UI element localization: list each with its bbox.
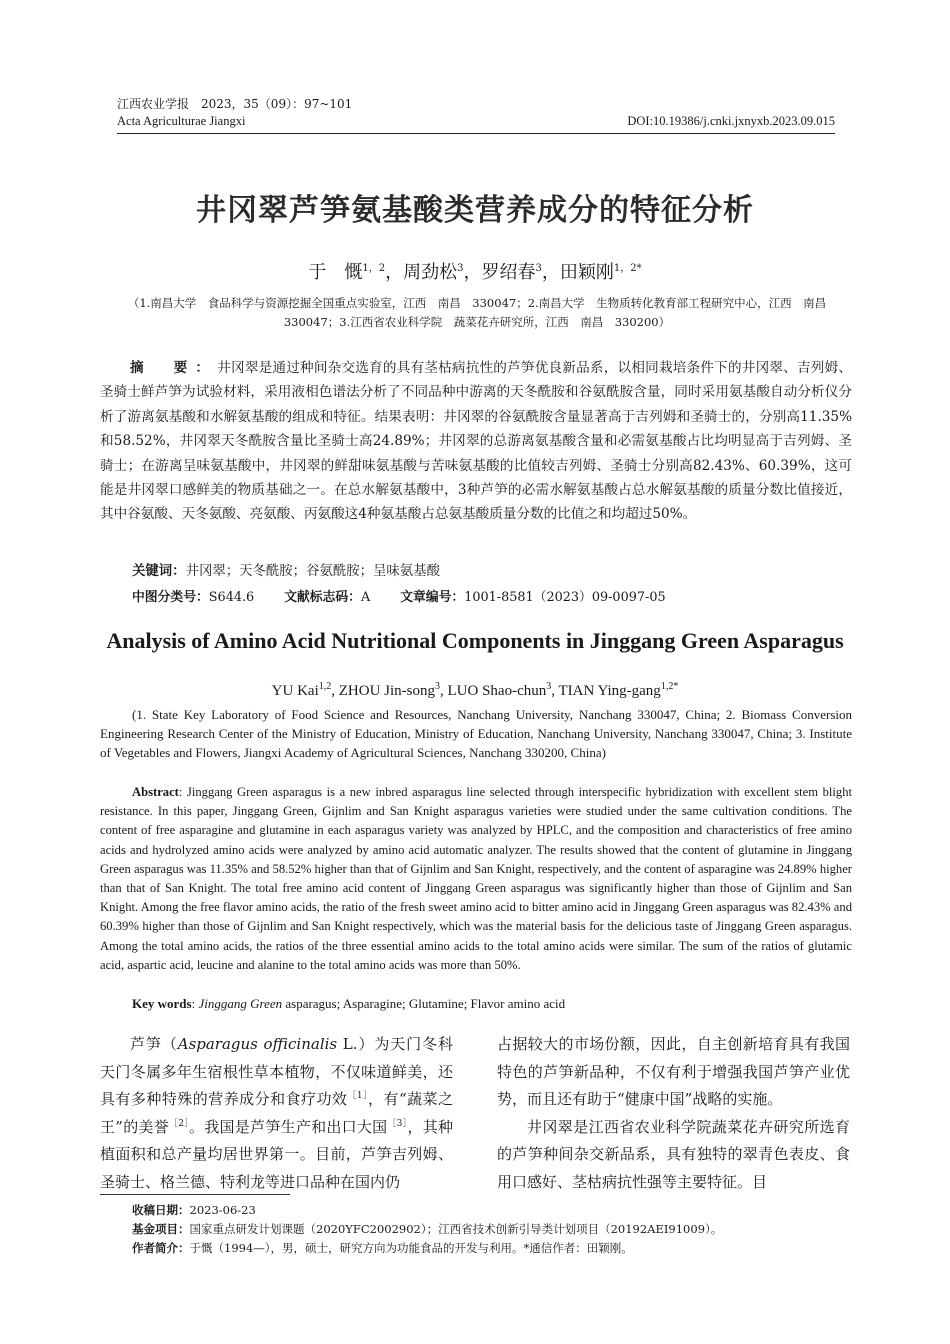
abstract-en-label: Abstract bbox=[132, 785, 179, 799]
keywords-cn bbox=[132, 560, 440, 579]
author-affil-mark: 3 bbox=[435, 681, 440, 692]
author-affil-mark: 3 bbox=[457, 263, 464, 274]
body-column-left bbox=[100, 1031, 453, 1197]
header-rule bbox=[117, 133, 835, 134]
body-paragraph: 占据较大的市场份额，因此，自主创新培育具有我国特色的芦笋新品种，不仅有利于增强我国芦笋产业优势，而且还有助于“健康中国”战略的实施。 bbox=[497, 1035, 850, 1109]
journal-name-en: Acta Agriculturae Jiangxi bbox=[117, 114, 246, 128]
author-name: , TIAN Ying-gang bbox=[551, 683, 661, 699]
author-name: YU Kai bbox=[271, 683, 319, 699]
keywords-cn-text: 井冈翠；天冬酰胺；谷氨酰胺；呈味氨基酸 bbox=[185, 564, 440, 579]
classification-row bbox=[132, 586, 666, 605]
running-header bbox=[117, 96, 835, 134]
affiliations-cn: （1.南昌大学 食品科学与资源挖掘全国重点实验室，江西 南昌 330047；2.南昌大学 生物质转化教育部工程研究中心，江西 南昌 330047；3.江西省农业科学院 蔬菜花卉研究所，江西 南昌 330200） bbox=[127, 296, 838, 329]
clc-number: 中图分类号：S644.6 bbox=[132, 590, 255, 605]
author-bio: 作者简介：于慨（1994—），男，硕士，研究方向为功能食品的开发与利用。*通信作者：田颖刚。 bbox=[132, 1241, 633, 1255]
authors-cn bbox=[0, 258, 950, 284]
citation-ref[interactable]: ［1］ bbox=[347, 1091, 369, 1102]
keywords-en-italic: Jinggang Green bbox=[198, 996, 283, 1011]
funding: 基金项目：国家重点研发计划课题（2020YFC2002902）；江西省技术创新引导类计划项目（20192AEI91009）。 bbox=[132, 1222, 723, 1236]
footnotes bbox=[132, 1201, 852, 1258]
author-name: , ZHOU Jin-song bbox=[331, 683, 435, 699]
author-name: ，罗绍春 bbox=[463, 262, 536, 283]
author-affil-mark: 1,2* bbox=[660, 681, 679, 692]
keywords-en-label: Key words bbox=[132, 996, 192, 1011]
author-affil-mark: 1，2 bbox=[362, 263, 386, 274]
keywords-cn-label: 关键词： bbox=[132, 564, 186, 579]
abstract-cn-text: 井冈翠是通过种间杂交选育的具有茎枯病抗性的芦笋优良新品系，以相同栽培条件下的井冈翠、吉列姆、圣骑士鲜芦笋为试验材料，采用液相色谱法分析了不同品种中游离的天冬酰胺和谷氨酰胺含量，同时采用氨基酸自动分析仪分析了游离氨基酸和水解氨基酸的组成和特征。结果表明：井冈翠的谷氨酰胺含量显著高于吉列姆和圣骑士的，分别高11.35%和58.52%，井冈翠天冬酰胺含量比圣骑士高24.89%；井冈翠的总游离氨基酸含量和必需氨基酸占比均明显高于吉列姆、圣骑士；在游离呈味氨基酸中，井冈翠的鲜甜味氨基酸与苦味氨基酸的比值较吉列姆、圣骑士分别高82.43%、60.39%，这可能是井冈翠口感鲜美的物质基础之一。在总水解氨基酸中，3种芦笋的必需水解氨基酸占总水解氨基酸的质量分数比值接近，其中谷氨酸、天冬氨酸、亮氨酸、丙氨酸这4种氨基酸占总氨基酸质量分数的比值之和均超过50%。 bbox=[100, 360, 852, 523]
author-name: ，田颖刚 bbox=[541, 262, 614, 283]
authors-en bbox=[0, 683, 950, 700]
keywords-en: Key words: Jinggang Green asparagus; Asparagine; Glutamine; Flavor amino acid bbox=[132, 996, 566, 1011]
received-date: 收稿日期：2023-06-23 bbox=[132, 1203, 256, 1217]
body-column-right bbox=[497, 1031, 850, 1197]
author-name: 于 慨 bbox=[308, 262, 363, 283]
body-paragraph: 井冈翠是江西省农业科学院蔬菜花卉研究所选育的芦笋种间杂交新品系，具有独特的翠青色表皮、食用口感好、茎枯病抗性强等主要特征。目 bbox=[497, 1117, 850, 1191]
author-affil-mark: 1,2 bbox=[318, 681, 332, 692]
article-number: 文章编号：1001-8581（2023）09-0097-05 bbox=[400, 590, 666, 605]
author-affil-mark: 3 bbox=[535, 263, 542, 274]
keywords-en-text: asparagus; Asparagine; Glutamine; Flavor amino acid bbox=[282, 996, 566, 1011]
author-affil-mark: 1，2* bbox=[613, 263, 642, 274]
abstract-cn-label: 摘 要： bbox=[130, 360, 218, 376]
journal-citation: 江西农业学报 2023，35（09）：97~101 bbox=[117, 97, 353, 111]
footnote-rule bbox=[100, 1194, 290, 1195]
author-name: , LUO Shao-chun bbox=[440, 683, 547, 699]
author-affil-mark: 3 bbox=[546, 681, 552, 692]
document-code: 文献标志码：A bbox=[284, 590, 371, 605]
affiliations-en: (1. State Key Laboratory of Food Science and Resources, Nanchang University, Nanchang 330047, China; 2. Biomass Conversion Engineering Research Center of the Ministry of Education, Ministry of Education, Nanchang University, Nanchang 330047, China; 3. Institute of Vegetables and Flowers, Jiangxi Academy of Agricultural Sciences, Nanchang 330200, China) bbox=[100, 707, 852, 760]
title-en: Analysis of Amino Acid Nutritional Components in Jinggang Green Asparagus bbox=[106, 628, 844, 653]
abstract-cn bbox=[100, 356, 852, 527]
doi[interactable]: DOI:10.19386/j.cnki.jxnyxb.2023.09.015 bbox=[627, 114, 835, 128]
abstract-en-text: : Jinggang Green asparagus is a new inbred asparagus line selected through interspecific hybridization with excellent stem blight resistance. In this paper, Jinggang Green, Gijnlim and San Knight asparagus varieties were studied under the same cultivation conditions. The content of free asparagine and glutamine in each asparagus variety was analyzed by HPLC, and the composition and characteristics of free amino acids and hydrolyzed amino acids were analyzed by amino acid automatic analyzer. The results showed that the content of glutamine in Jinggang Green asparagus was 11.35% and 58.52% higher than that of Gijnlim and San Knight, respectively, and the content of asparagine was 24.89% higher than that of San Knight. The total free amino acid content of Jinggang Green asparagus was significantly higher than those of Gijnlim and San Knight. Among the free flavor amino acids, the ratio of the fresh sweet amino acid to bitter amino acid in Jinggang Green asparagus was 82.43% and 60.39% higher than those of Gijnlim and San Knight respectively, which was the material basis for the delicious taste of Jinggang Green asparagus. Among the total amino acids, the ratios of the three essential amino acids to the total amino acids were similar. The sum of the ratios of glutamic acid, aspartic acid, leucine and alanine to the total amino acids was more than 50%. bbox=[100, 785, 852, 972]
abstract-en bbox=[100, 783, 852, 975]
author-name: ，周劲松 bbox=[385, 262, 458, 283]
latin-name: Asparagus officinalis bbox=[177, 1035, 338, 1053]
body-paragraph: 芦笋（Asparagus officinalis L.）为天门冬科天门冬属多年生宿根性草本植物，不仅味道鲜美，还具有多种特殊的营养成分和食疗功效$^{[1]}$，有“蔬菜之王”的美誉$^{[2]}$。我国是芦笋生产和出口大国$^{[3]}$，其种植面积和总产量均居世界第一。目前，芦笋吉列姆、圣骑士、格兰德、特利龙等进口品种在国内仍 bbox=[100, 1035, 453, 1191]
citation-ref[interactable]: ［2］ bbox=[168, 1118, 189, 1129]
citation-ref[interactable]: ［3］ bbox=[387, 1118, 408, 1129]
title-cn: 井冈翠芦笋氨基酸类营养成分的特征分析 bbox=[196, 193, 754, 228]
